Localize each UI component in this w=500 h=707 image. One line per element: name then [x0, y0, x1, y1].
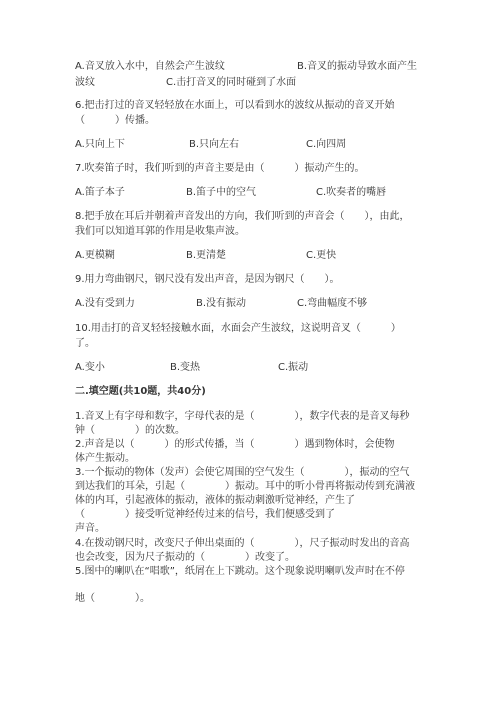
- q7-option-b: B.笛子中的空气: [186, 187, 257, 198]
- q10-stem-line2: 了。: [75, 338, 95, 349]
- q10-option-b: B.变热: [170, 362, 201, 373]
- q9-option-a: A.没有受到力: [75, 298, 135, 309]
- fill-q2-line2: 体产生振动。: [75, 453, 135, 464]
- q5-option-c: C.击打音叉的同时碰到了水面: [166, 77, 297, 88]
- q9-option-c: C.弯曲幅度不够: [297, 298, 368, 309]
- q6-stem-line1: 6.把击打过的音叉轻轻放在水面上，可以看到水的波纹从振动的音叉开始: [75, 100, 395, 111]
- q8-option-b: B.更清楚: [186, 250, 227, 261]
- q9-option-b: B.没有振动: [196, 298, 247, 309]
- fill-q4-line1: 4.在拨动钢尺时，改变尺子伸出桌面的（ ），尺子振动时发出的音高: [75, 538, 410, 549]
- fill-q3-line3: 体的内耳，引起液体的振动，液体的振动刺激听觉神经，产生了: [75, 495, 355, 506]
- fill-q2-line1: 2.声音是以（ ）的形式传播，当（ ）遇到物体时，会使物: [75, 439, 395, 450]
- q6-option-a: A.只向上下: [75, 139, 125, 150]
- section-heading: 二.填空题(共10题，共40分): [75, 386, 206, 397]
- q7-stem: 7.吹奏笛子时，我们听到的声音主要是由（ ）振动产生的。: [75, 163, 365, 174]
- fill-q4-line2: 也会改变，因为尺子振动的（ ）改变了。: [75, 552, 295, 563]
- q10-stem-line1: 10.用击打的音叉轻轻接触水面，水面会产生波纹，这说明音叉（ ）: [75, 323, 401, 334]
- q5-option-a: A.音叉放入水中，自然会产生波纹: [75, 61, 225, 72]
- q8-stem-line1: 8.把手放在耳后并朝着声音发出的方向，我们听到的声音会（ ），由此，: [75, 211, 410, 222]
- q6-stem-line2: （ ）传播。: [75, 115, 155, 126]
- q5-option-b: B.音叉的振动导致水面产生: [297, 61, 418, 72]
- q8-option-c: C.更快: [306, 250, 337, 261]
- fill-q1-line2: 钟（ ）的次数。: [75, 425, 185, 436]
- q8-option-a: A.更模糊: [75, 250, 115, 261]
- fill-q3-line1: 3.一个振动的物体（发声）会使它周围的空气发生（ ），振动的空气: [75, 467, 410, 478]
- q9-stem: 9.用力弯曲钢尺，钢尺没有发出声音，是因为钢尺（ ）。: [75, 274, 340, 285]
- fill-q5-line2: 地（ ）。: [75, 593, 150, 604]
- q6-option-c: C.向四周: [306, 139, 347, 150]
- fill-q3-line2: 到达我们的耳朵，引起（ ）振动。耳中的听小骨再将振动传到充满液: [75, 481, 415, 492]
- fill-q3-line5: 声音。: [75, 523, 105, 534]
- q8-stem-line2: 我们可以知道耳郭的作用是收集声波。: [75, 226, 245, 237]
- q6-option-b: B.只向左右: [189, 139, 240, 150]
- q10-option-c: C.振动: [278, 362, 309, 373]
- fill-q5-line1: 5.图中的喇叭在“唱歌”，纸屑在上下跳动。这个现象说明喇叭发声时在不停: [75, 566, 405, 577]
- q7-option-c: C.吹奏者的嘴唇: [316, 187, 387, 198]
- q7-option-a: A.笛子本子: [75, 187, 125, 198]
- q10-option-a: A.变小: [75, 362, 105, 373]
- q5-option-b-cont: 波纹: [75, 77, 95, 88]
- fill-q3-line4: （ ）接受听觉神经传过来的信号，我们便感受到了: [75, 509, 335, 520]
- fill-q1-line1: 1.音叉上有字母和数字，字母代表的是（ ），数字代表的是音叉每秒: [75, 411, 410, 422]
